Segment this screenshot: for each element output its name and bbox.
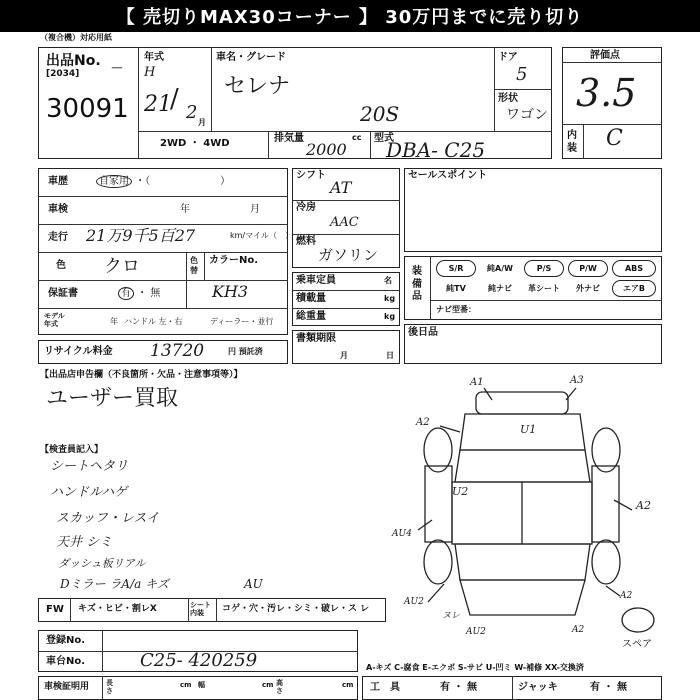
shift-label: シフト (296, 170, 326, 181)
drive-label: 2WD ・ 4WD (160, 138, 230, 149)
fw-items: キズ・ヒビ・割レX (78, 604, 157, 614)
recycle-unit: 円 預託済 (228, 347, 263, 356)
rear-right-wheel (592, 540, 620, 584)
inspector-note-au: AU (244, 577, 263, 591)
fw-label: FW (46, 604, 64, 615)
grade: 20S (360, 102, 400, 126)
height-label: 高さ (276, 679, 283, 695)
score-value: 3.5 (576, 71, 637, 115)
lot-number: 30091 (46, 94, 129, 124)
mark-u2: U2 (452, 485, 469, 498)
retrofit-label: 後日品 (408, 327, 438, 338)
right-side-shape (592, 466, 619, 542)
doc-label: 書類期限 (296, 333, 336, 344)
interior-label: 内装 (567, 130, 577, 154)
handle-label: ハンドル 左・右 (124, 317, 183, 326)
equip-tv: 純TV (446, 284, 466, 293)
color-value: クロ (104, 256, 140, 277)
equip-ext-navi: 外ナビ (576, 284, 600, 293)
equip-pw: P/W (568, 260, 608, 277)
windshield-shape (455, 450, 590, 482)
declaration-text: ユーザー買取 (46, 386, 179, 411)
equip-navi: 純ナビ (488, 284, 512, 293)
navi-label: ナビ型番： (436, 305, 476, 314)
sales-point-label: セールスポイント (408, 170, 488, 181)
left-side-shape (425, 466, 452, 542)
doors-label: ドア (498, 52, 518, 63)
load-label: 積載量 (296, 293, 326, 304)
equip-airbag: エアB (612, 280, 656, 297)
equip-abs: ABS (612, 260, 656, 277)
interior-value: C (606, 126, 623, 151)
equipment-label: 装備品 (412, 266, 422, 302)
spare-label: スペア (622, 639, 652, 650)
weight-label: 総重量 (296, 311, 326, 322)
ac-value: AAC (330, 215, 359, 230)
length-unit: cm (180, 681, 192, 689)
jack-value: 有 ・ 無 (590, 682, 627, 693)
model-year-label: モデル年式 (44, 312, 65, 329)
ac-label: 冷房 (296, 202, 316, 213)
color-no-value: KH3 (212, 282, 249, 301)
mileage-label: 走行 (48, 232, 68, 243)
displacement-unit: cc (352, 133, 362, 142)
history-value: 自家用 ・（ ） (96, 177, 230, 187)
mark-a2-right: A2 (636, 499, 651, 512)
inspection-month-unit: 月 (250, 204, 260, 215)
paper-note: （複合機）対応用紙 (40, 33, 112, 42)
capacity-unit: 名 (384, 276, 392, 285)
tailgate-shape (460, 580, 585, 615)
month-value: 2 (186, 102, 198, 123)
cert-label: 車検証明用 (44, 682, 90, 692)
model-year-unit: 年 (110, 317, 118, 326)
height-unit: cm (342, 681, 354, 689)
recycle-label: リサイクル料金 (44, 346, 113, 357)
length-label: 長さ (106, 679, 113, 695)
mark-a1: A1 (470, 377, 484, 388)
fuel-value: ガソリン (318, 246, 379, 264)
damage-legend: A-キズ C-腐食 E-エクボ S-サビ U-凹ミ W-補修 XX-交換済 (366, 663, 584, 672)
front-bumper-shape (476, 392, 568, 414)
doc-day: 日 (386, 351, 394, 360)
fuel-label: 燃料 (296, 236, 316, 247)
name-label: 車名・グレード (216, 52, 286, 63)
rear-left-wheel (424, 540, 452, 584)
car-name: セレナ (224, 74, 291, 99)
equip-alloy: 純A/W (487, 264, 513, 273)
seat-items: コゲ・穴・汚レ・シミ・破レ・ス レ (222, 604, 370, 614)
width-label: 幅 (198, 681, 205, 689)
capacity-label: 乗車定員 (296, 275, 336, 286)
mileage-unit: km/マイル（ ） (230, 231, 293, 240)
jack-label: ジャッキ (518, 682, 558, 693)
inspector-note-4: 天井 シミ (56, 535, 113, 550)
mark-au2-rear: AU2 (466, 627, 486, 637)
mileage-value: 21万9千5百27 (86, 226, 196, 245)
inspector-label: 【検査員記入】 (40, 445, 104, 455)
banner: 【 売切りMAX30コーナー 】 30万円までに売り切り (0, 0, 700, 32)
color-change-label: 色替 (190, 256, 198, 276)
mark-a2-front: A2 (416, 417, 430, 428)
reg-label: 登録No. (46, 635, 86, 646)
car-diagram (380, 370, 680, 640)
mark-a2-bottom: A2 (572, 625, 585, 635)
equip-sr: S/R (436, 260, 476, 277)
chassis-label: 車台No. (46, 656, 86, 667)
load-unit: kg (384, 294, 396, 303)
dealer-label: ディーラー・並行 (210, 317, 274, 326)
inspection-year-unit: 年 (180, 204, 190, 215)
shift-value: AT (330, 178, 352, 197)
month-unit: 月 (198, 118, 206, 127)
inspector-note-2: ハンドルハゲ (50, 485, 128, 500)
lot-label: 出品No. (46, 53, 101, 69)
color-label: 色 (56, 260, 66, 271)
inspector-note-1: シートヘタリ (50, 459, 129, 474)
era: H (144, 65, 156, 80)
rear-window-shape (455, 544, 590, 580)
doc-month: 月 (340, 351, 348, 360)
chassis-value: C25- 420259 (140, 650, 258, 671)
inspector-note-3: スカッフ・レスイ (56, 511, 160, 526)
mark-u1: U1 (520, 423, 537, 436)
shape-label: 形状 (498, 93, 518, 104)
weight-unit: kg (384, 312, 396, 321)
warranty-value: 有 ・ 無 (118, 289, 160, 299)
equip-leather: 革シート (528, 284, 560, 293)
retrofit-box (404, 324, 662, 364)
recycle-value: 13720 (150, 341, 205, 361)
history-label: 車歴 (48, 176, 68, 187)
year-value: 21 (144, 92, 172, 117)
equip-ps: P/S (524, 260, 564, 277)
color-no-label: カラーNo. (209, 255, 259, 266)
score-label: 評価点 (590, 50, 620, 61)
tools-label: 工 具 (370, 682, 400, 693)
mark-nure: ヌレ (442, 611, 461, 621)
displacement-label: 排気量 (274, 133, 304, 144)
lot-prefix: [2034] (46, 69, 80, 79)
doors-value: 5 (516, 64, 528, 85)
seat-label: シート内装 (190, 601, 211, 618)
shape-value: ワゴン (506, 107, 548, 123)
declaration-label: 【出品店申告欄（不良箇所・欠品・注意事項等）】 (40, 370, 243, 380)
inspector-note-5: ダッシュ板リアル (58, 557, 146, 570)
year-label: 年式 (144, 52, 164, 63)
warranty-label: 保証書 (48, 288, 78, 299)
mark-au4: AU4 (392, 529, 412, 539)
inspection-label: 車検 (48, 204, 68, 215)
spare-wheel (622, 608, 654, 632)
model-value: DBA- C25 (386, 138, 486, 162)
mark-au2-left: AU2 (404, 597, 424, 607)
width-unit: cm (262, 681, 274, 689)
inspector-note-6: Dミラー ラA/a キズ (60, 577, 169, 591)
model-label: 型式 (374, 133, 394, 144)
mark-a3: A3 (570, 375, 584, 386)
mark-a2-rear: A2 (620, 591, 633, 601)
tools-value: 有 ・ 無 (440, 682, 477, 693)
displacement-value: 2000 (306, 140, 347, 159)
